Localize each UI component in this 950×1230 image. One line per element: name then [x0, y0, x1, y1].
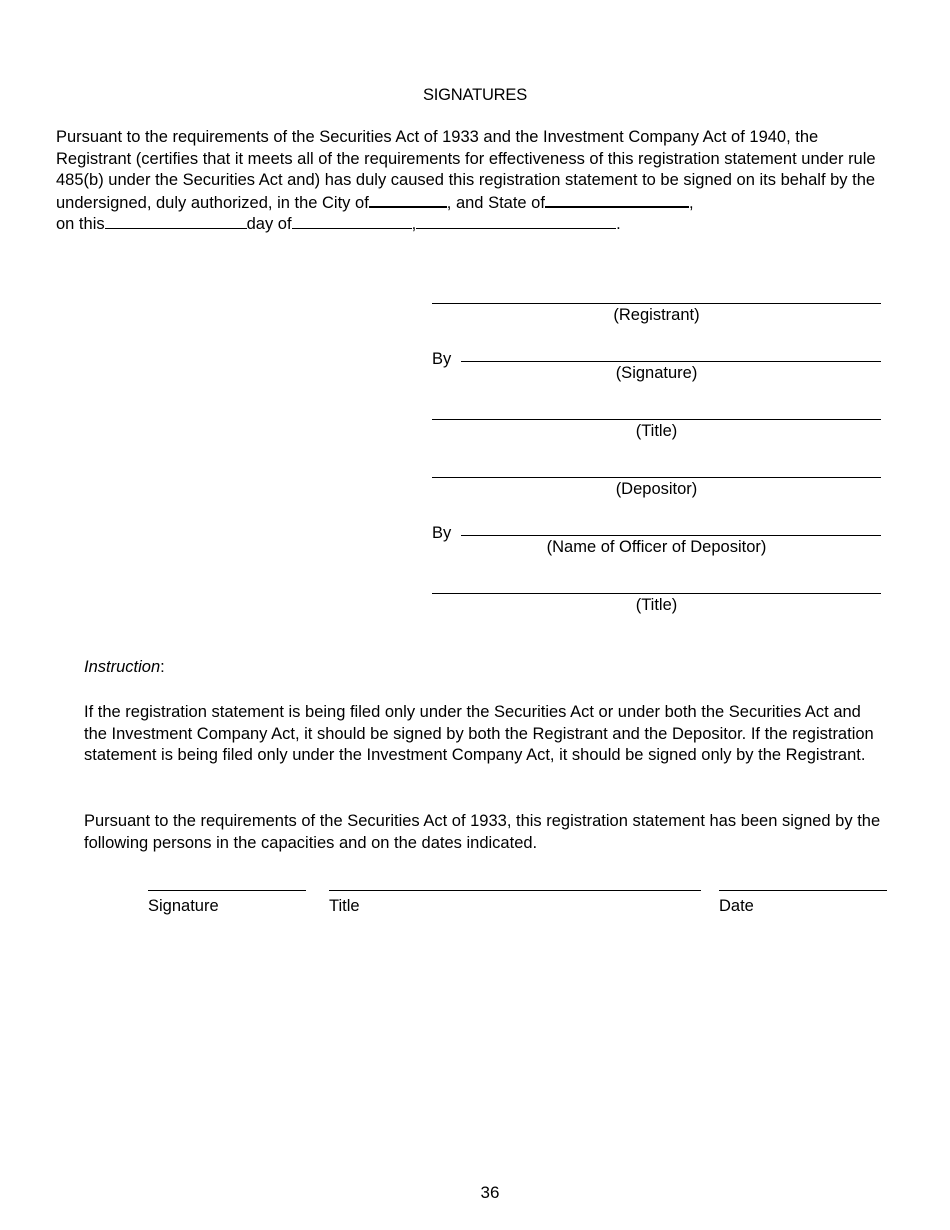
instruction-label [84, 658, 165, 677]
registrant-block [432, 284, 881, 324]
by-label: By [432, 350, 452, 368]
registrant-caption: (Registrant) [613, 306, 700, 324]
depositor-line[interactable] [432, 477, 881, 478]
year-blank[interactable] [416, 214, 616, 229]
intro-text-2: , and State of [446, 193, 545, 212]
intro-text-6: , [411, 215, 417, 233]
officer-by-block [432, 516, 881, 556]
signature-by-block [432, 342, 881, 382]
page-title: SIGNATURES [422, 86, 528, 104]
intro-paragraph [56, 127, 891, 236]
depositor-title-caption: (Title) [635, 596, 678, 614]
intro-text-4: on this [56, 215, 105, 233]
title-label: Title [329, 897, 360, 915]
pursuant-text: Pursuant to the requirements of the Securities Act of 1933, this registration statement has been signed by the following persons in the capacities and on the dates indicated. [84, 812, 881, 852]
registrant-line[interactable] [432, 303, 881, 304]
officer-caption: (Name of Officer of Depositor) [546, 538, 767, 556]
depositor-title-line[interactable] [432, 593, 881, 594]
instruction-label-text: Instruction [84, 658, 161, 676]
city-blank[interactable] [369, 192, 447, 208]
intro-text-3: , [688, 193, 694, 212]
officer-line[interactable] [461, 535, 881, 536]
intro-text-7: . [616, 215, 621, 233]
instruction-text: If the registration statement is being filed only under the Securities Act or under both the Securities Act and the Investment Company Act, it should be signed by both the Registrant and the Depositor. If the registration statement is being filed only under the Investment Company Act, it should be signed only by the Registrant. [84, 703, 874, 764]
depositor-title-block [432, 574, 881, 614]
signature-row-title-line[interactable] [329, 890, 701, 891]
signature-label: Signature [148, 897, 219, 915]
signature-caption: (Signature) [615, 364, 698, 382]
intro-text-5: day of [246, 215, 292, 233]
intro-text-1: Pursuant to the requirements of the Securities Act of 1933 and the Investment Company Act of 1940, the Registrant (certifies that it meets all of the requirements for effectiveness of this registration statement under rule 485(b) under the Securities Act and) has duly caused this registration statement to be signed on its behalf by the undersigned, duly authorized, in the City of [56, 128, 876, 212]
signature-row-date-line[interactable] [719, 890, 887, 891]
state-blank[interactable] [545, 192, 689, 208]
registrant-title-block [432, 400, 881, 440]
registrant-title-line[interactable] [432, 419, 881, 420]
page-number: 36 [480, 1183, 500, 1202]
by-label: By [432, 524, 452, 542]
signature-line[interactable] [461, 361, 881, 362]
date-label: Date [719, 897, 754, 915]
registrant-title-caption: (Title) [635, 422, 678, 440]
day-blank[interactable] [105, 214, 247, 229]
depositor-caption: (Depositor) [615, 480, 698, 498]
signature-row-signature-line[interactable] [148, 890, 306, 891]
depositor-block [432, 458, 881, 498]
instruction-colon: : [160, 658, 165, 676]
month-blank[interactable] [292, 214, 412, 229]
